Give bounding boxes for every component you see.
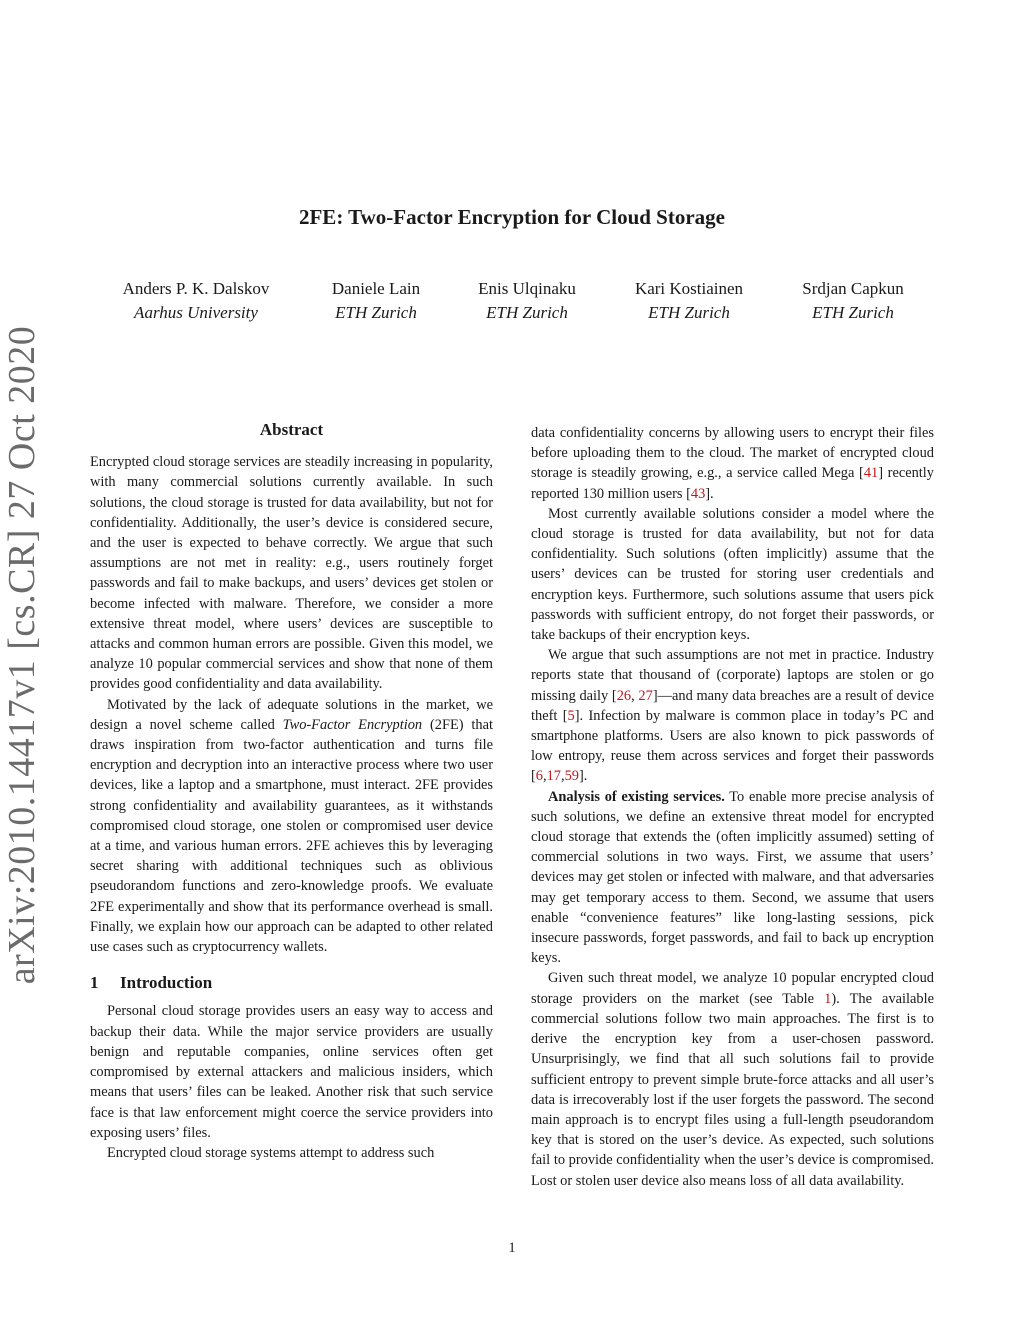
- citation-link[interactable]: 59: [564, 768, 579, 785]
- author-block: [635, 277, 743, 325]
- body-paragraph: Given such threat model, we analyze 10 popular encrypted cloud storage providers on the market (see Table 1). The available commercial solutions follow two main approaches. The first is to derive the encryption key from a user-chosen password. Unsurprisingly, we find that all such solutions fail to provide sufficient entropy to prevent simple brute-force attacks and all user’s data is irrecoverably lost if the user forgets the password. The second main approach is to encrypt files using a full-length pseudorandom key that is stored on the user’s device. As expected, such solutions fail to provide confidentiality when the user’s device is compromised. Lost or stolen user device also means loss of all data availability.: [531, 970, 934, 1189]
- arxiv-id: arXiv:2010.14417v1 [cs.CR] 27 Oct 2020: [1, 325, 43, 985]
- body-paragraph: Personal cloud storage provides users an easy way to access and backup their data. While the major service providers are usually benign and reputable companies, online services often get compromised by external attackers and malicious insiders, which means that users’ files can be leaked. Another risk that such service face is that law enforcement might coerce the service providers into exposing users’ files.: [90, 1003, 493, 1141]
- author-name: Anders P. K. Dalskov: [122, 279, 270, 298]
- author-block: [123, 277, 270, 325]
- section-title: Introduction: [120, 973, 213, 993]
- table-reference-link[interactable]: 1: [824, 990, 832, 1007]
- scheme-name: Two-Factor Encryption: [282, 716, 423, 733]
- citation-link[interactable]: 43: [690, 485, 706, 502]
- author-name: Daniele Lain: [331, 279, 421, 298]
- right-column: [531, 423, 934, 1191]
- section-heading-introduction: [90, 973, 493, 993]
- abstract-heading: Abstract: [259, 420, 324, 439]
- author-name: Srdjan Capkun: [802, 279, 904, 298]
- body-paragraph: Analysis of existing services. To enable more precise analysis of such solutions, we define an extensive threat model for encrypted cloud storage that extends the (often implicitly assumed) setting of commercial solutions in two ways. First, we assume that users’ devices may get stolen or infected with malware, and that adversaries may get temporary access to them. Second, we assume that users enable “convenience features” like long-lasting sessions, pick insecure passwords, forget passwords, and fail to back up encryption keys.: [531, 788, 934, 967]
- body-paragraph: data confidentiality concerns by allowing users to encrypt their files before uploading them to the cloud. The market of encrypted cloud storage is steadily growing, e.g., a service called Mega [41] recently reported 130 million users [43].: [531, 425, 934, 502]
- page-number: 1: [508, 1240, 516, 1256]
- author-block: [478, 277, 576, 325]
- citation-link[interactable]: 17: [546, 768, 561, 785]
- abstract-paragraph: Motivated by the lack of adequate solutions in the market, we design a novel scheme called Two-Factor Encryption (2FE) that draws inspiration from two-factor authentication and turns file encryption and decryption into an interactive process where two user devices, like a laptop and a smartphone, must interact. 2FE provides strong confidentiality and availability guarantees, as it withstands compromised cloud storage, one stolen or compromised user device at a time, and various human errors. 2FE achieves this by leveraging secret sharing with additional techniques such as oblivious pseudorandom functions and zero-knowledge proofs. We evaluate 2FE experimentally and show that its performance overhead is small. Finally, we explain how our approach can be adapted to other related use cases such as cryptocurrency wallets.: [90, 696, 493, 956]
- citation-link[interactable]: 5: [567, 707, 575, 724]
- paragraph-runin-heading: Analysis of existing services.: [548, 788, 725, 805]
- body-paragraph: Most currently available solutions consider a model where the cloud storage is trusted for data availability, but not for data confidentiality. Such solutions (often implicitly) assume that the users’ devices can be trusted for storing user credentials and encryption keys. Furthermore, such solutions assume that users pick passwords with sufficient entropy, do not forget their passwords, or take backups of their encryption keys.: [531, 505, 934, 644]
- paper-title: 2FE: Two-Factor Encryption for Cloud Storage: [298, 205, 725, 229]
- author-affiliation: Aarhus University: [134, 303, 258, 322]
- abstract-paragraph: Encrypted cloud storage services are steadily increasing in popularity, with many commercial solutions currently available. In such solutions, the cloud storage is trusted for data availability, but not for confidentiality. Additionally, the user’s device is considered secure, and the user is expected to behave correctly. We argue that such assumptions are not met in reality: e.g., users routinely forget passwords and fail to make backups, and users’ devices get stolen or become infected with malware. Therefore, we consider a more extensive threat model, where users’ devices are susceptible to attacks and common human errors are possible. Given this model, we analyze 10 popular commercial services and show that none of them provides good confidentiality and data availability.: [90, 454, 493, 693]
- author-block: [802, 277, 904, 325]
- body-paragraph: We argue that such assumptions are not met in practice. Industry reports state that thousand of (corporate) laptops are stolen or go missing daily [26, 27]—and many data breaches are a result of device theft [5]. Infection by malware is common place in today’s PC and smartphone platforms. Users are also known to pick passwords of low entropy, reuse them across services and forget their passwords [6,17,59].: [531, 647, 935, 785]
- author-name: Kari Kostiainen: [634, 279, 744, 298]
- citation-link[interactable]: 27: [638, 687, 653, 704]
- author-affiliation: ETH Zurich: [648, 303, 730, 322]
- author-name: Enis Ulqinaku: [478, 279, 576, 298]
- section-number: 1: [90, 973, 99, 993]
- citation-link[interactable]: 26: [616, 687, 632, 704]
- left-column: [90, 420, 493, 1163]
- author-affiliation: ETH Zurich: [486, 303, 568, 322]
- citation-link[interactable]: 6: [535, 768, 543, 785]
- citation-link[interactable]: 41: [863, 465, 879, 482]
- author-affiliation: ETH Zurich: [812, 303, 894, 322]
- author-affiliation: ETH Zurich: [335, 303, 417, 322]
- author-block: [332, 277, 420, 325]
- body-paragraph: Encrypted cloud storage systems attempt to address such: [107, 1144, 435, 1161]
